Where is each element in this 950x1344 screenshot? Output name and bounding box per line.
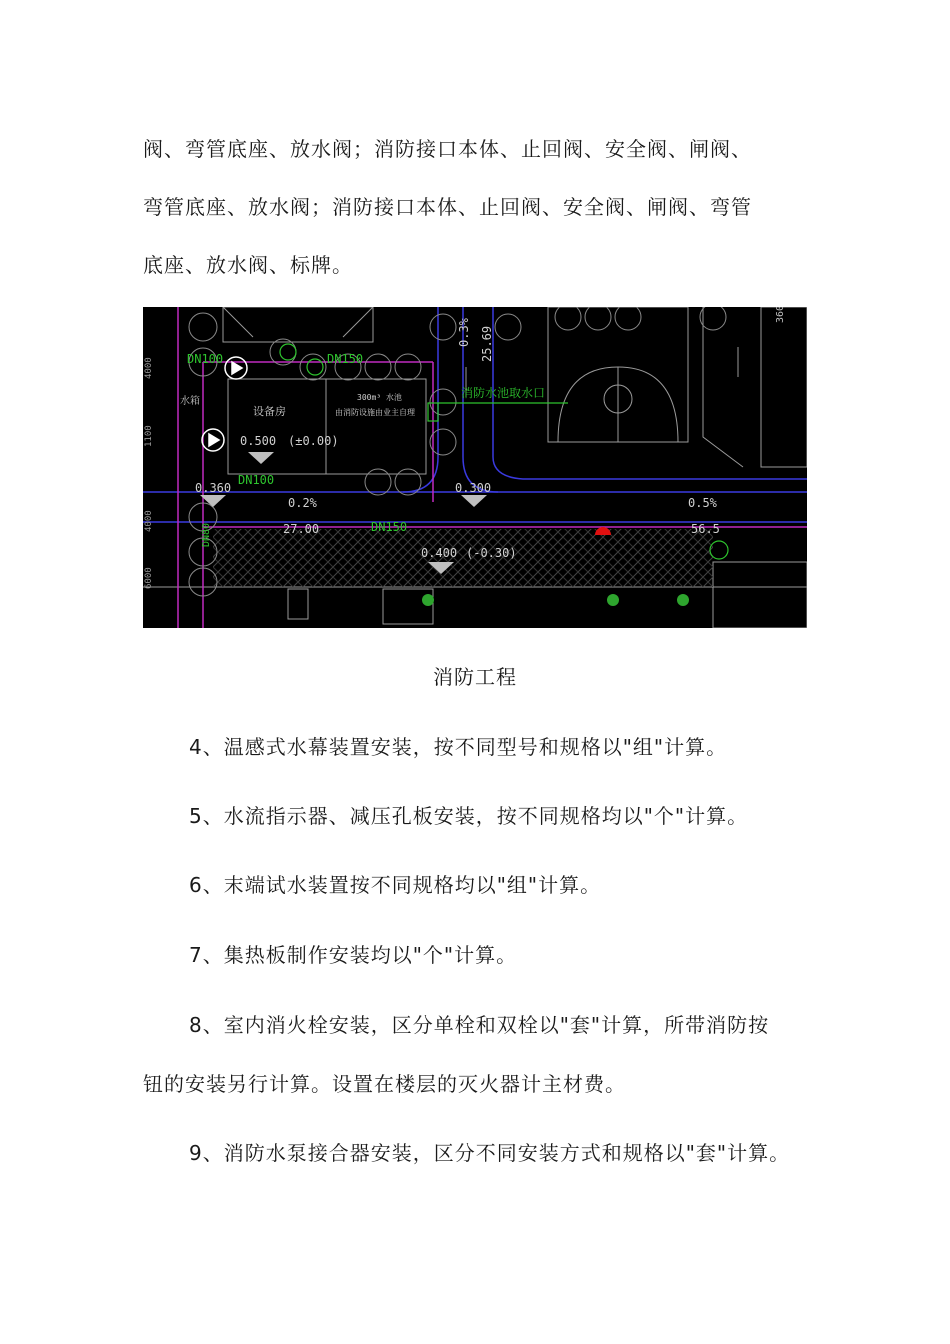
label-left-1100: 1100 <box>144 425 154 447</box>
label-slope-05: 0.5% <box>688 496 717 510</box>
label-water: 水箱 <box>180 396 200 407</box>
label-elev-0360: 0.360 <box>195 481 232 495</box>
label-tank-note-2: 由消防设施由业主自理 <box>335 408 415 417</box>
label-dist-565: 56.5 <box>691 522 720 536</box>
list-item-9: 9、消防水泵接合器安装，区分不同安装方式和规格以"套"计算。 <box>189 1141 791 1165</box>
list-item-6: 6、末端试水装置按不同规格均以"组"计算。 <box>189 873 602 897</box>
label-elev-0300: 0.300 <box>455 481 492 495</box>
label-equipment-room: 设备房 <box>253 405 286 418</box>
plant-symbol <box>422 594 434 606</box>
label-dist-2569: 25.69 <box>480 325 494 362</box>
paving-hatch <box>213 529 713 587</box>
list-item-8: 8、室内消火栓安装，区分单栓和双栓以"套"计算，所带消防按 <box>189 1013 770 1037</box>
label-slope-03: 0.3% <box>457 318 471 347</box>
list-item-5: 5、水流指示器、减压孔板安装，按不同规格均以"个"计算。 <box>189 804 749 828</box>
cad-drawing <box>143 307 807 628</box>
label-elev-0400: 0.400 <box>421 546 458 560</box>
label-dn100-b: DN100 <box>238 473 275 487</box>
intro-line-2: 弯管底座、放水阀；消防接口本体、止回阀、安全阀、闸阀、弯管 <box>143 195 752 219</box>
figure-caption: 消防工程 <box>433 665 517 689</box>
label-slope-02: 0.2% <box>288 496 317 510</box>
plant-symbol <box>607 594 619 606</box>
label-dn150: DN150 <box>327 352 364 366</box>
plant-symbol <box>677 594 689 606</box>
label-left-6000: 6000 <box>144 567 154 589</box>
label-elev-0500: 0.500 <box>240 434 277 448</box>
list-item-7: 7、集热板制作安装均以"个"计算。 <box>189 943 518 967</box>
intro-paragraph <box>143 120 808 294</box>
list-item-8-cont: 钮的安装另行计算。设置在楼层的灭火器计主材费。 <box>143 1072 626 1096</box>
label-left-4000b: 4000 <box>144 510 154 532</box>
list-item-4: 4、温感式水幕装置安装，按不同型号和规格以"组"计算。 <box>189 735 728 759</box>
label-left-4000: 4000 <box>144 357 154 379</box>
label-dn100: DN100 <box>187 352 224 366</box>
label-dist-2700: 27.00 <box>283 522 320 536</box>
label-dn80: DN80 <box>201 522 212 547</box>
label-tank-note-1: 300m³ 水池 <box>357 393 402 402</box>
label-intake: 消防水池取水口 <box>461 386 546 400</box>
label-edge-360: 360 <box>775 307 786 323</box>
label-elev-000: (±0.00) <box>288 434 339 448</box>
intro-line-3: 底座、放水阀、标牌。 <box>143 253 353 277</box>
label-elev-030: (-0.30) <box>466 546 517 560</box>
label-dn150-b: DN150 <box>371 520 408 534</box>
intro-line-1: 阀、弯管底座、放水阀；消防接口本体、止回阀、安全阀、闸阀、 <box>143 137 752 161</box>
cad-drawing-svg <box>143 307 807 628</box>
